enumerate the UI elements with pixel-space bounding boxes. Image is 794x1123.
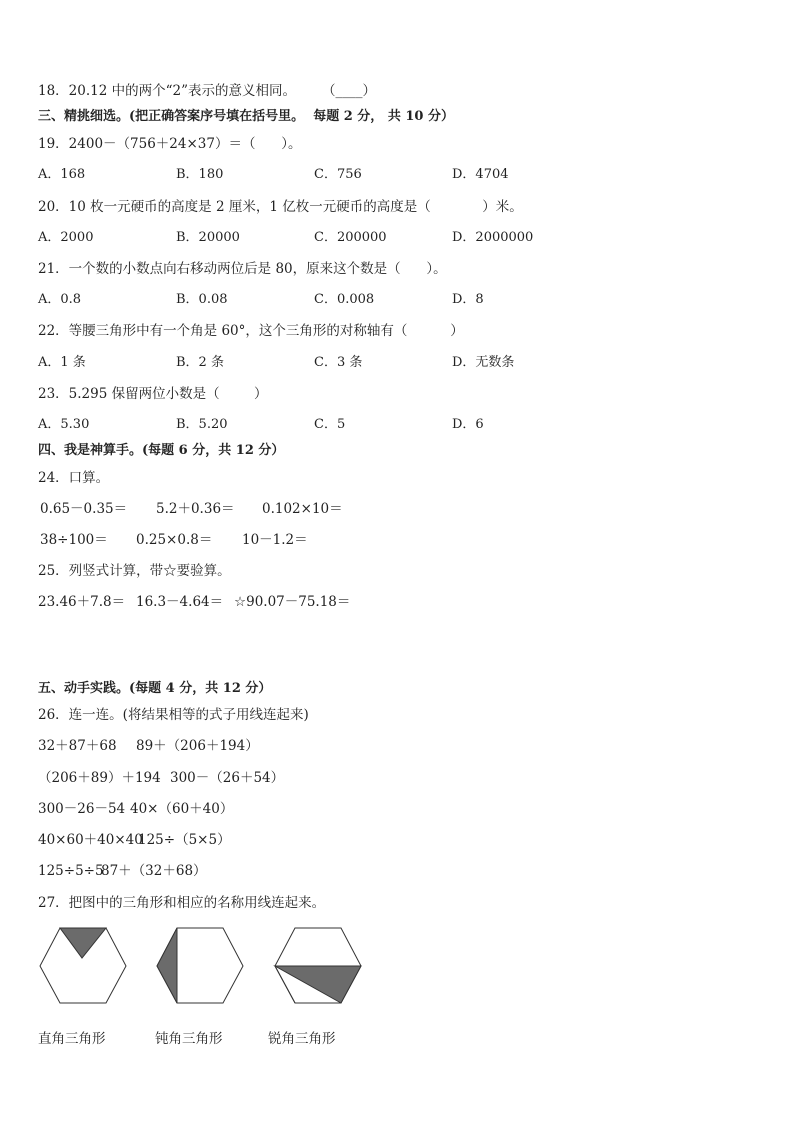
q25-item: 16.3－4.64＝ (136, 594, 224, 610)
q24-item: 38÷100＝ (40, 532, 108, 548)
q24-item: 5.2＋0.36＝ (156, 501, 235, 517)
q26-left-expr: 40×60＋40×40 (38, 832, 143, 848)
q21-stem: 21．一个数的小数点向右移动两位后是 80，原来这个数是（ ）。 (38, 261, 447, 277)
q21-option-a: A．0.8 (38, 292, 82, 307)
q25-item: ☆90.07－75.18＝ (234, 594, 351, 610)
q20-option-b: B．20000 (176, 230, 240, 245)
q24-item: 0.65－0.35＝ (40, 501, 128, 517)
q25-item: 23.46＋7.8＝ (38, 594, 126, 610)
q26-stem: 26．连一连。(将结果相等的式子用线连起来) (38, 707, 309, 723)
q26-right-expr: 89＋（206＋194） (136, 738, 259, 754)
q19-option-b: B．180 (176, 167, 224, 182)
name-right-triangle: 直角三角形 (38, 1031, 106, 1047)
q26-right-expr: 40×（60＋40） (130, 801, 234, 817)
q20-option-c: C．200000 (314, 230, 387, 245)
q19-stem: 19．2400－（756＋24×37）＝（ ）。 (38, 136, 302, 152)
q21-option-b: B．0.08 (176, 292, 228, 307)
q22-option-d: D．无数条 (452, 355, 515, 370)
q19-option-c: C．756 (314, 167, 362, 182)
hexagon-acute-triangle-figure (273, 926, 363, 1006)
q23-option-d: D．6 (452, 417, 484, 432)
q26-right-expr: 125÷（5×5） (138, 832, 231, 848)
name-acute-triangle: 锐角三角形 (268, 1031, 336, 1047)
q24-stem: 24．口算。 (38, 470, 110, 486)
q24-item: 0.25×0.8＝ (136, 532, 213, 548)
q20-option-d: D．2000000 (452, 230, 534, 245)
q23-option-a: A．5.30 (38, 417, 90, 432)
section-5-title: 五、动手实践。(每题 4 分，共 12 分） (38, 681, 272, 696)
q23-option-b: B．5.20 (176, 417, 228, 432)
q25-stem: 25．列竖式计算，带☆要验算。 (38, 563, 231, 579)
q22-option-c: C．3 条 (314, 355, 363, 370)
q21-option-c: C．0.008 (314, 292, 375, 307)
section-3-title: 三、精挑细选。(把正确答案序号填在括号里。 每题 2 分， 共 10 分） (38, 109, 454, 124)
q27-stem: 27．把图中的三角形和相应的名称用线连起来。 (38, 895, 326, 911)
q26-right-expr: 300－（26＋54） (170, 770, 285, 786)
q26-left-expr: 125÷5÷5 (38, 863, 104, 879)
q22-option-b: B．2 条 (176, 355, 224, 370)
q26-left-expr: （206＋89）＋194 (38, 770, 161, 786)
name-obtuse-triangle: 钝角三角形 (155, 1031, 223, 1047)
q19-option-d: D．4704 (452, 167, 509, 182)
q24-item: 10－1.2＝ (242, 532, 308, 548)
q18-text: 18．20.12 中的两个“2”表示的意义相同。 (38, 83, 297, 99)
q23-stem: 23．5.295 保留两位小数是（ ） (38, 386, 268, 402)
q20-stem: 20．10 枚一元硬币的高度是 2 厘米，1 亿枚一元硬币的高度是（ ）米。 (38, 199, 523, 215)
q24-item: 0.102×10＝ (262, 501, 343, 517)
q26-right-expr: 87＋（32＋68） (101, 863, 207, 879)
hexagon-obtuse-triangle-figure (155, 926, 245, 1006)
q23-option-c: C．5 (314, 417, 346, 432)
q21-option-d: D．8 (452, 292, 484, 307)
q22-stem: 22．等腰三角形中有一个角是 60°，这个三角形的对称轴有（ ） (38, 323, 464, 339)
q26-left-expr: 32＋87＋68 (38, 738, 117, 754)
q26-left-expr: 300－26－54 (38, 801, 126, 817)
q19-option-a: A．168 (38, 167, 86, 182)
section-4-title: 四、我是神算手。(每题 6 分，共 12 分） (38, 443, 285, 458)
hexagon-right-triangle-figure (38, 926, 128, 1006)
q22-option-a: A．1 条 (38, 355, 86, 370)
q20-option-a: A．2000 (38, 230, 94, 245)
q18-answer-blank: （____） (322, 83, 376, 99)
